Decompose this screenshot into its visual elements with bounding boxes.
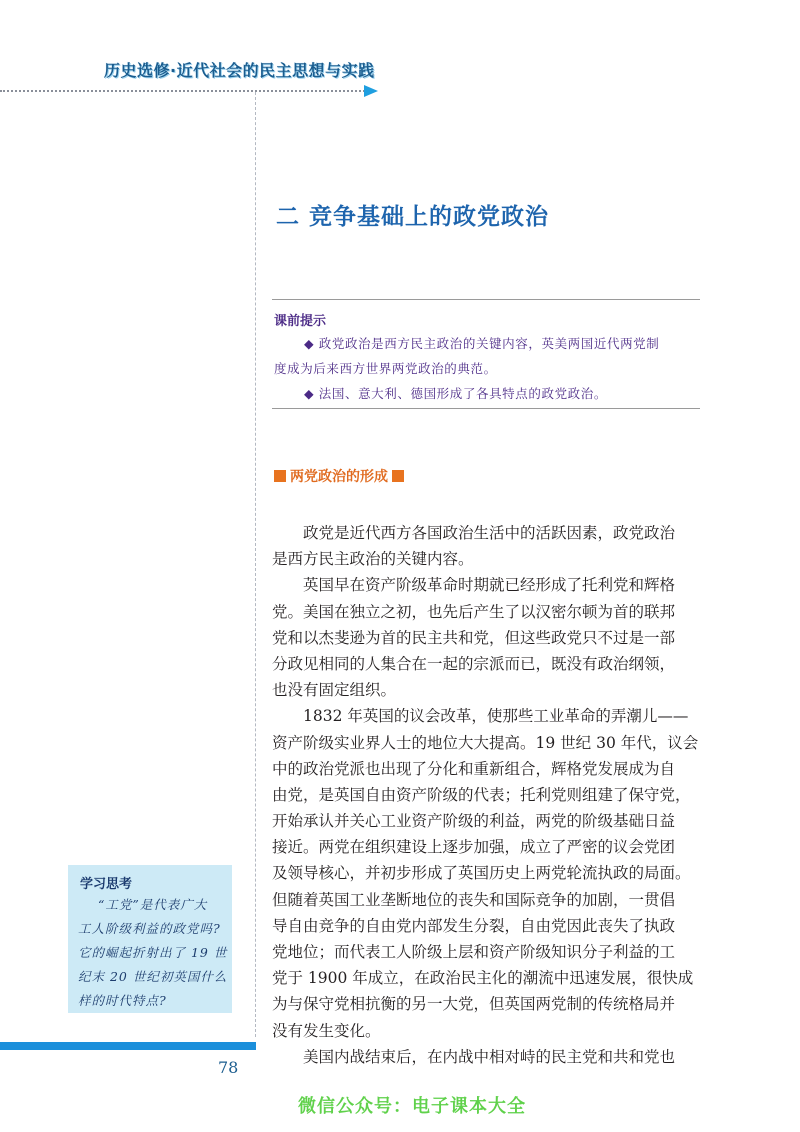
paragraph-line: 党和以杰斐逊为首的民主共和党，但这些政党只不过是一部	[272, 628, 676, 647]
square-bullet-icon	[274, 470, 286, 482]
paragraph-line: 也没有固定组织。	[272, 681, 397, 700]
margin-divider	[255, 92, 256, 1037]
paragraph-line: 党地位；而代表工人阶级上层和资产阶级知识分子利益的工	[272, 943, 676, 961]
paragraph-line: 党于 1900 年成立，在政治民主化的潮流中迅速发展，很快成	[272, 969, 694, 988]
paragraph-line: 英国早在资产阶级革命时期就已经形成了托利党和辉格	[303, 576, 676, 595]
footer-bar	[0, 1042, 256, 1050]
paragraph-line: 由党，是英国自由资产阶级的代表；托利党则组建了保守党，	[272, 785, 691, 804]
paragraph-line: 中的政治党派也出现了分化和重新组合，辉格党发展成为自	[272, 759, 676, 778]
paragraph-line: 美国内战结束后，在内战中相对峙的民主党和共和党也	[303, 1047, 676, 1066]
paragraph-line: 及领导核心，并初步形成了英国历史上两党轮流执政的局面。	[272, 864, 691, 883]
header-title: 历史选修·近代社会的民主思想与实践	[104, 61, 375, 80]
paragraph-line: 1832 年英国的议会改革，使那些工业革命的弄潮儿——	[303, 707, 689, 726]
paragraph-line: 为与保守党相抗衡的另一大党，但英国两党制的传统格局并	[272, 995, 676, 1014]
tips-line: 度成为后来西方世界两党政治的典范。	[274, 361, 497, 376]
watermark: 微信公众号：电子课本大全	[298, 1096, 526, 1117]
tips-heading: 课前提示	[274, 314, 327, 329]
paragraph-line: 分政见相同的人集合在一起的宗派而已，既没有政治纲领，	[272, 654, 676, 673]
paragraph-line: 没有发生变化。	[272, 1021, 381, 1040]
section-title: 两党政治的形成	[290, 469, 388, 485]
study-think-heading: 学习思考	[80, 877, 133, 892]
tips-line: ◆ 政党政治是西方民主政治的关键内容，英美两国近代两党制	[304, 336, 660, 351]
square-bullet-icon	[392, 470, 404, 482]
page-number: 78	[218, 1058, 239, 1077]
paragraph-line: 资产阶级实业界人士的地位大大提高。19 世纪 30 年代，议会	[272, 733, 699, 752]
study-think-box	[68, 865, 232, 1013]
header-divider	[0, 90, 372, 92]
paragraph-line: 导自由竞争的自由党内部发生分裂，自由党因此丧失了执政	[272, 916, 676, 935]
paragraph-line: 政党是近代西方各国政治生活中的活跃因素，政党政治	[303, 524, 676, 542]
chapter-title: 二 竞争基础上的政党政治	[276, 204, 550, 230]
study-think-line: “工党”是代表广大	[98, 897, 208, 912]
paragraph-line: 接近。两党在组织建设上逐步加强，成立了严密的议会党团	[272, 838, 676, 857]
tips-box	[272, 299, 700, 409]
arrow-right-icon	[364, 85, 378, 97]
study-think-line: 它的崛起折射出了 19 世	[78, 945, 228, 960]
study-think-line: 纪末 20 世纪初英国什么	[78, 969, 228, 984]
paragraph-line: 党。美国在独立之初，也先后产生了以汉密尔顿为首的联邦	[272, 602, 676, 621]
paragraph-line: 开始承认并关心工业资产阶级的利益，两党的阶级基础日益	[272, 812, 676, 831]
study-think-line: 工人阶级利益的政党吗?	[78, 921, 221, 936]
section-heading	[274, 466, 404, 486]
paragraph-line: 但随着英国工业垄断地位的丧失和国际竞争的加剧，一贯倡	[272, 890, 676, 909]
study-think-line: 样的时代特点?	[78, 993, 167, 1008]
paragraph-line: 是西方民主政治的关键内容。	[272, 550, 474, 569]
body-text	[272, 520, 702, 1070]
tips-line: ◆ 法国、意大利、德国形成了各具特点的政党政治。	[304, 386, 607, 401]
